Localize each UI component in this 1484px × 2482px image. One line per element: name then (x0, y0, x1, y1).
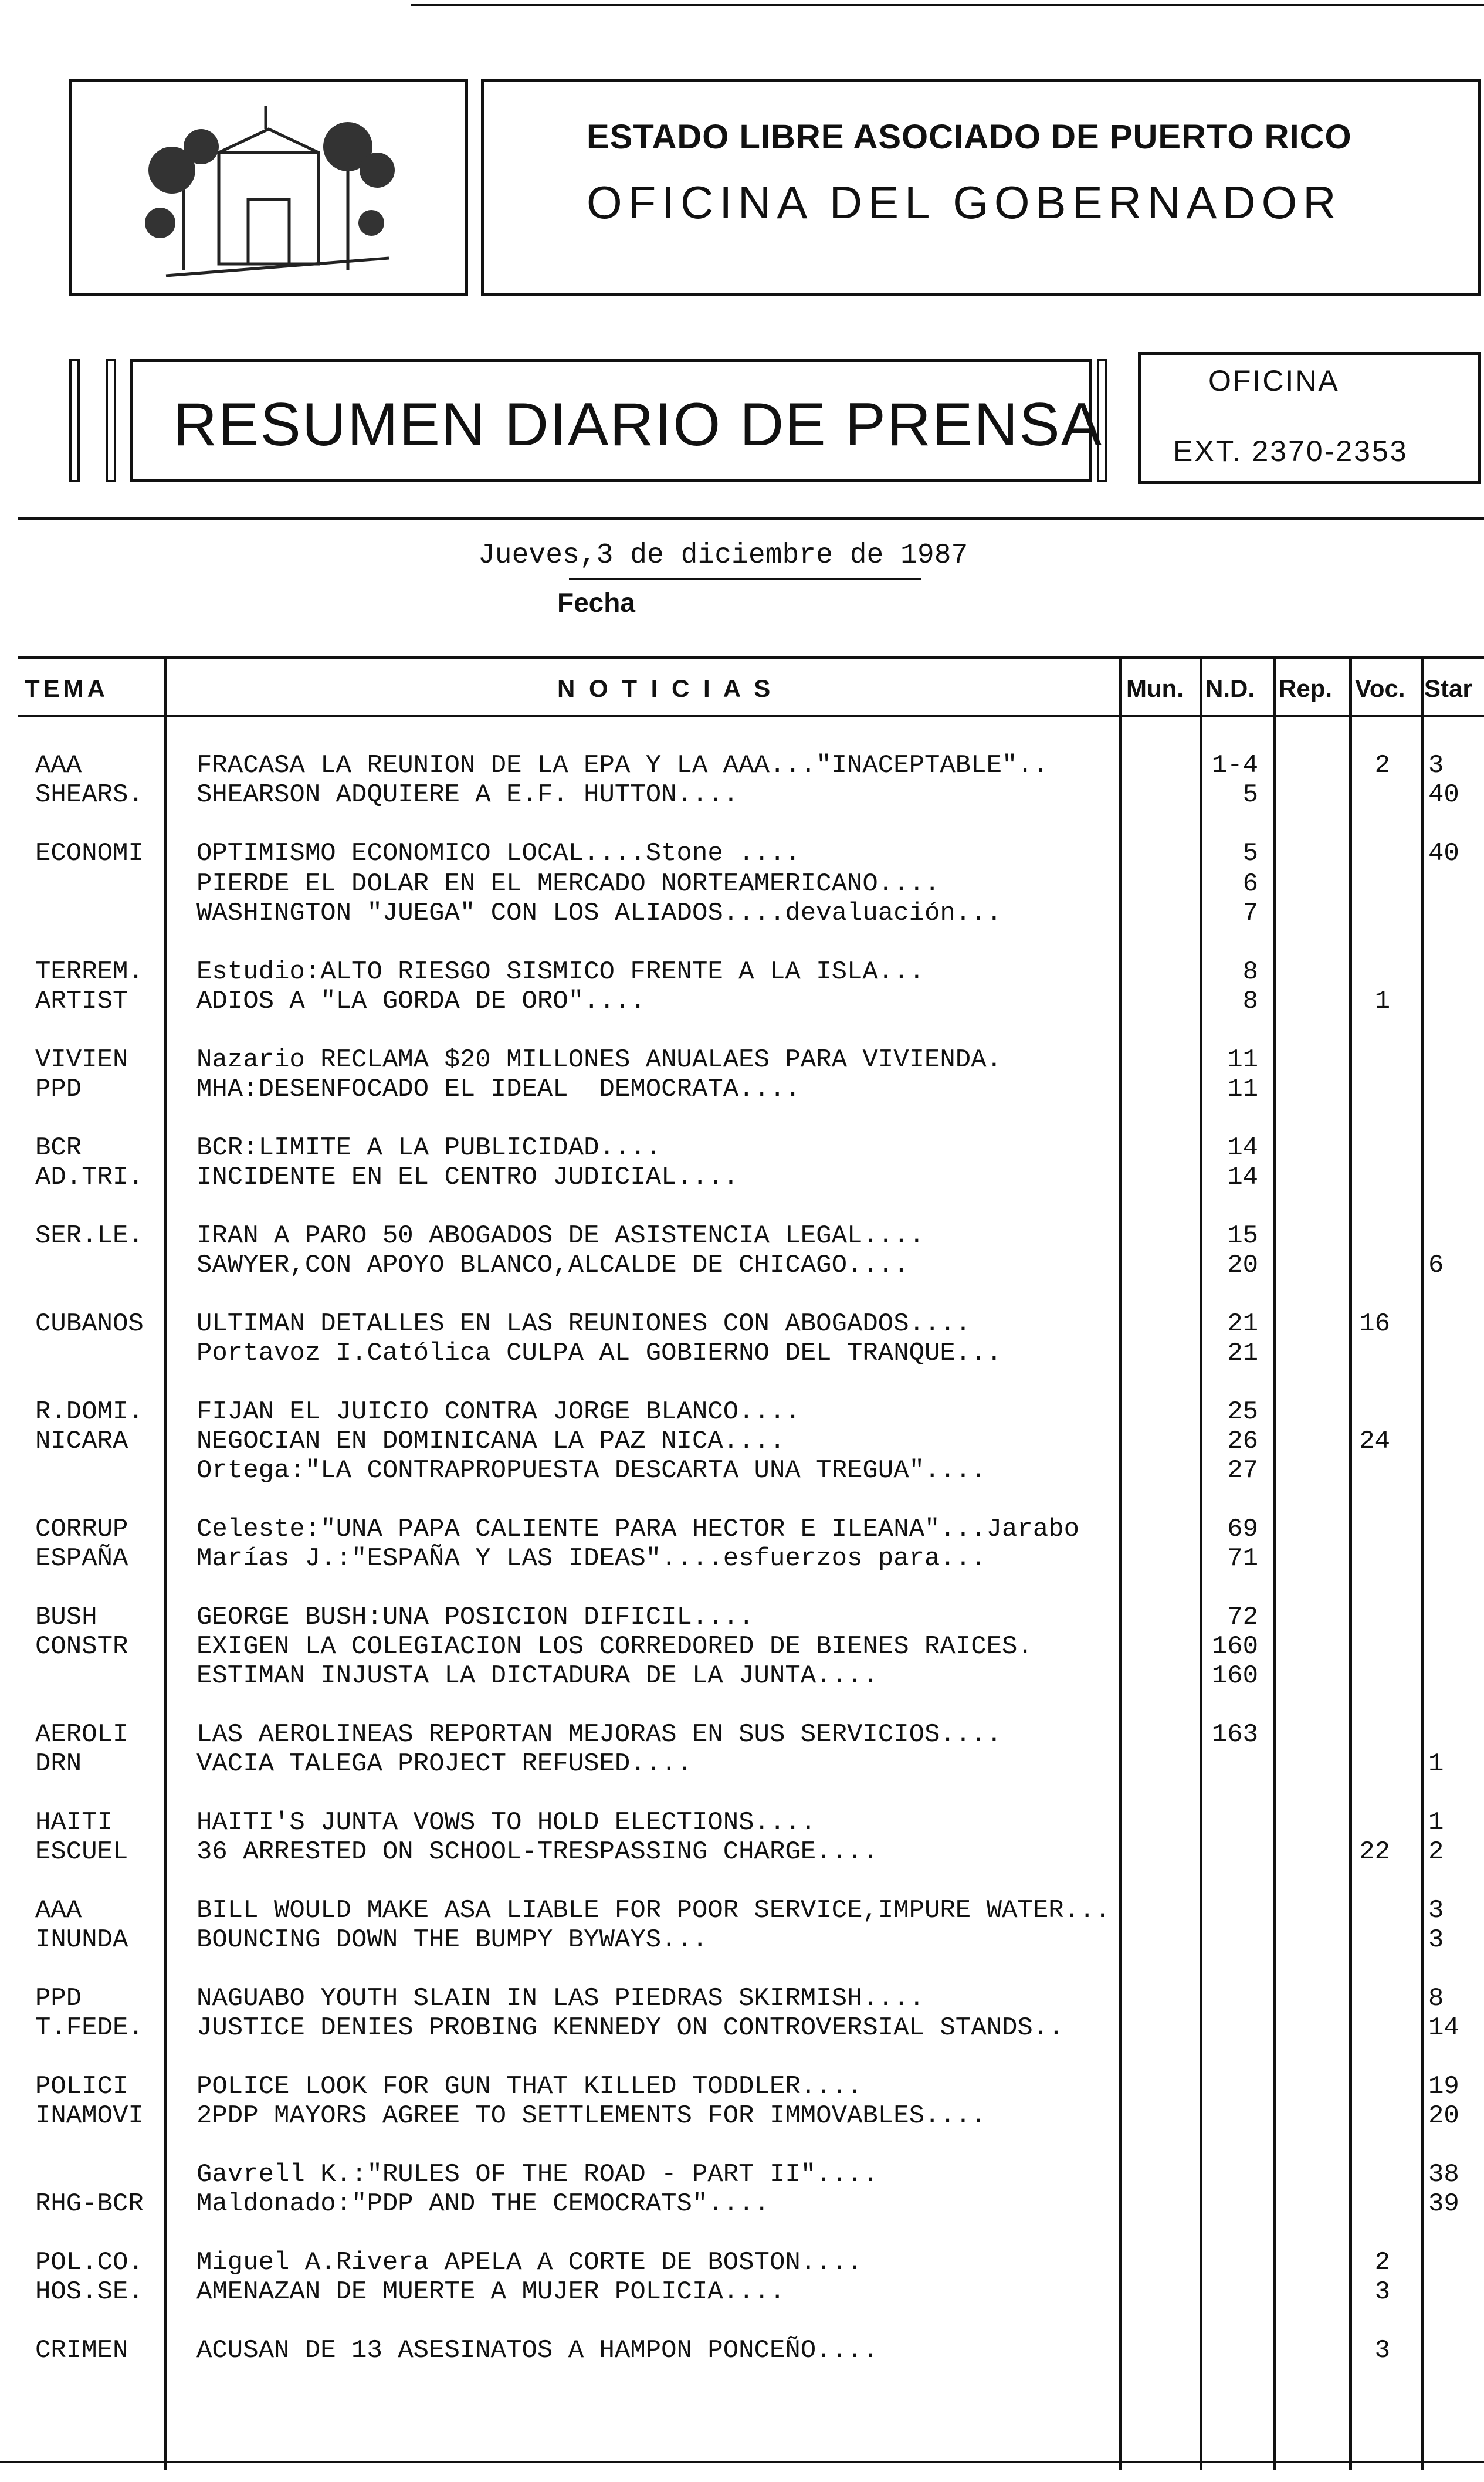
row-headline: JUSTICE DENIES PROBING KENNEDY ON CONTROVERSIAL STANDS.. (196, 2013, 1064, 2043)
row-star-page: 8 (1428, 1984, 1444, 2013)
row-topic: PPD (35, 1984, 82, 2013)
row-voc-page: 16 (1359, 1309, 1390, 1339)
row-nd-page: 5 (1242, 839, 1258, 868)
row-headline: ADIOS A "LA GORDA DE ORO".... (196, 987, 646, 1016)
row-topic: CONSTR (35, 1632, 128, 1661)
row-topic: AAA (35, 751, 82, 780)
row-nd-page: 7 (1242, 899, 1258, 928)
row-nd-page: 14 (1227, 1133, 1258, 1163)
row-topic: AD.TRI. (35, 1163, 144, 1192)
row-headline: 36 ARRESTED ON SCHOOL-TRESPASSING CHARGE.... (196, 1837, 878, 1867)
row-headline: GEORGE BUSH:UNA POSICION DIFICIL.... (196, 1603, 754, 1632)
logo-box (69, 79, 468, 296)
row-headline: LAS AEROLINEAS REPORTAN MEJORAS EN SUS SERVICIOS.... (196, 1720, 1002, 1749)
row-nd-page: 26 (1227, 1427, 1258, 1456)
row-topic: SHEARS. (35, 780, 144, 810)
row-headline: Ortega:"LA CONTRAPROPUESTA DESCARTA UNA TREGUA".... (196, 1456, 987, 1485)
row-topic: BUSH (35, 1603, 97, 1632)
row-headline: Nazario RECLAMA $20 MILLONES ANUALAES PARA VIVIENDA. (196, 1045, 1002, 1075)
row-star-page: 39 (1428, 2189, 1459, 2219)
row-voc-page: 3 (1374, 2336, 1390, 2365)
row-star-page: 1 (1428, 1808, 1444, 1837)
col-divider-tema (164, 657, 167, 2470)
row-headline: FIJAN EL JUICIO CONTRA JORGE BLANCO.... (196, 1397, 801, 1427)
date-label: Fecha (557, 587, 635, 618)
row-nd-page: 27 (1227, 1456, 1258, 1485)
row-topic: RHG-BCR (35, 2189, 144, 2219)
office-name: OFICINA DEL GOBERNADOR (587, 177, 1342, 228)
row-headline: Portavoz I.Católica CULPA AL GOBIERNO DEL TRANQUE... (196, 1339, 1002, 1368)
date-underline (569, 578, 921, 580)
header-nd: N.D. (1205, 675, 1255, 702)
row-headline: BOUNCING DOWN THE BUMPY BYWAYS... (196, 1925, 708, 1955)
row-nd-page: 25 (1227, 1397, 1258, 1427)
row-voc-page: 1 (1374, 987, 1390, 1016)
row-headline: ULTIMAN DETALLES EN LAS REUNIONES CON ABOGADOS.... (196, 1309, 971, 1339)
row-nd-page: 160 (1211, 1632, 1258, 1661)
row-voc-page: 3 (1374, 2277, 1390, 2307)
col-divider-star (1421, 657, 1424, 2470)
row-headline: BCR:LIMITE A LA PUBLICIDAD.... (196, 1133, 662, 1163)
banner-bar-left-1 (69, 359, 80, 482)
row-star-page: 40 (1428, 780, 1459, 810)
row-nd-page: 11 (1227, 1045, 1258, 1075)
row-topic: HOS.SE. (35, 2277, 144, 2307)
header-star: Star (1424, 675, 1472, 702)
header-tema: TEMA (25, 675, 109, 702)
header-mun: Mun. (1126, 675, 1184, 702)
row-headline: SHEARSON ADQUIERE A E.F. HUTTON.... (196, 780, 739, 810)
row-nd-page: 21 (1227, 1309, 1258, 1339)
row-topic: POL.CO. (35, 2248, 144, 2277)
row-star-page: 19 (1428, 2072, 1459, 2101)
row-topic: INAMOVI (35, 2101, 144, 2131)
row-topic: T.FEDE. (35, 2013, 144, 2043)
row-star-page: 38 (1428, 2160, 1459, 2189)
oficina-label: OFICINA (1208, 364, 1340, 397)
row-star-page: 1 (1428, 1749, 1444, 1779)
row-topic: AEROLI (35, 1720, 128, 1749)
row-headline: POLICE LOOK FOR GUN THAT KILLED TODDLER.... (196, 2072, 863, 2101)
row-nd-page: 160 (1211, 1661, 1258, 1691)
bottom-rule (0, 2461, 1484, 2463)
header-voc: Voc. (1355, 675, 1405, 702)
row-topic: BCR (35, 1133, 82, 1163)
row-star-page: 20 (1428, 2101, 1459, 2131)
extension-number: EXT. 2370-2353 (1173, 435, 1408, 468)
row-headline: Miguel A.Rivera APELA A CORTE DE BOSTON.... (196, 2248, 863, 2277)
row-headline: SAWYER,CON APOYO BLANCO,ALCALDE DE CHICAGO.... (196, 1251, 909, 1280)
row-topic: R.DOMI. (35, 1397, 144, 1427)
row-topic: ARTIST (35, 987, 128, 1016)
row-voc-page: 24 (1359, 1427, 1390, 1456)
row-topic: TERREM. (35, 957, 144, 987)
row-topic: PPD (35, 1075, 82, 1104)
row-nd-page: 8 (1242, 957, 1258, 987)
row-star-page: 40 (1428, 839, 1459, 868)
row-nd-page: 6 (1242, 869, 1258, 899)
row-nd-page: 5 (1242, 780, 1258, 810)
row-nd-page: 72 (1227, 1603, 1258, 1632)
row-topic: ESCUEL (35, 1837, 128, 1867)
row-nd-page: 15 (1227, 1221, 1258, 1251)
row-headline: HAITI'S JUNTA VOWS TO HOLD ELECTIONS.... (196, 1808, 816, 1837)
row-headline: AMENAZAN DE MUERTE A MUJER POLICIA.... (196, 2277, 785, 2307)
row-topic: ECONOMI (35, 839, 144, 868)
row-nd-page: 14 (1227, 1163, 1258, 1192)
agency-name: ESTADO LIBRE ASOCIADO DE PUERTO RICO (587, 118, 1352, 156)
row-nd-page: 20 (1227, 1251, 1258, 1280)
table-header-rule (18, 715, 1484, 717)
row-star-page: 6 (1428, 1251, 1444, 1280)
row-nd-page: 69 (1227, 1515, 1258, 1544)
row-star-page: 3 (1428, 1896, 1444, 1925)
row-topic: HAITI (35, 1808, 113, 1837)
row-star-page: 2 (1428, 1837, 1444, 1867)
row-headline: Gavrell K.:"RULES OF THE ROAD - PART II".... (196, 2160, 878, 2189)
row-nd-page: 21 (1227, 1339, 1258, 1368)
header-noticias: N O T I C I A S (557, 675, 774, 702)
row-headline: MHA:DESENFOCADO EL IDEAL DEMOCRATA.... (196, 1075, 801, 1104)
row-headline: PIERDE EL DOLAR EN EL MERCADO NORTEAMERICANO.... (196, 869, 940, 899)
row-topic: INUNDA (35, 1925, 128, 1955)
row-topic: NICARA (35, 1427, 128, 1456)
row-topic: CUBANOS (35, 1309, 144, 1339)
row-nd-page: 1-4 (1211, 751, 1258, 780)
row-topic: DRN (35, 1749, 82, 1779)
row-headline: 2PDP MAYORS AGREE TO SETTLEMENTS FOR IMMOVABLES.... (196, 2101, 987, 2131)
row-headline: Marías J.:"ESPAÑA Y LAS IDEAS"....esfuerzos para... (196, 1544, 987, 1573)
row-topic: AAA (35, 1896, 82, 1925)
row-headline: OPTIMISMO ECONOMICO LOCAL....Stone .... (196, 839, 801, 868)
row-headline: EXIGEN LA COLEGIACION LOS CORREDORED DE BIENES RAICES. (196, 1632, 1033, 1661)
banner-bar-left-2 (106, 359, 116, 482)
row-star-page: 14 (1428, 2013, 1459, 2043)
banner-bar-right (1097, 359, 1107, 482)
fortaleza-logo (72, 82, 465, 293)
row-nd-page: 11 (1227, 1075, 1258, 1104)
row-voc-page: 2 (1374, 751, 1390, 780)
row-topic: ESPAÑA (35, 1544, 128, 1573)
row-headline: ESTIMAN INJUSTA LA DICTADURA DE LA JUNTA.... (196, 1661, 878, 1691)
header-rule (18, 517, 1484, 520)
col-divider-rep (1273, 657, 1276, 2470)
banner-title: RESUMEN DIARIO DE PRENSA (173, 391, 1103, 459)
row-headline: INCIDENTE EN EL CENTRO JUDICIAL.... (196, 1163, 739, 1192)
row-topic: CRIMEN (35, 2336, 128, 2365)
table-top-rule (18, 656, 1484, 659)
row-headline: ACUSAN DE 13 ASESINATOS A HAMPON PONCEÑO.... (196, 2336, 878, 2365)
row-headline: Estudio:ALTO RIESGO SISMICO FRENTE A LA ISLA... (196, 957, 925, 987)
row-voc-page: 22 (1359, 1837, 1390, 1867)
date-value: Jueves,3 de diciembre de 1987 (478, 540, 968, 571)
row-star-page: 3 (1428, 751, 1444, 780)
row-headline: Celeste:"UNA PAPA CALIENTE PARA HECTOR E ILEANA"...Jarabo (196, 1515, 1080, 1544)
col-divider-voc (1349, 657, 1352, 2470)
col-divider-mun (1119, 657, 1122, 2470)
row-voc-page: 2 (1374, 2248, 1390, 2277)
row-topic: VIVIEN (35, 1045, 128, 1075)
row-topic: CORRUP (35, 1515, 128, 1544)
row-headline: NEGOCIAN EN DOMINICANA LA PAZ NICA.... (196, 1427, 785, 1456)
row-headline: VACIA TALEGA PROJECT REFUSED.... (196, 1749, 692, 1779)
row-topic: POLICI (35, 2072, 128, 2101)
row-headline: BILL WOULD MAKE ASA LIABLE FOR POOR SERVICE,IMPURE WATER... (196, 1896, 1110, 1925)
row-nd-page: 8 (1242, 987, 1258, 1016)
row-nd-page: 71 (1227, 1544, 1258, 1573)
row-headline: WASHINGTON "JUEGA" CON LOS ALIADOS....devaluación... (196, 899, 1002, 928)
row-headline: FRACASA LA REUNION DE LA EPA Y LA AAA..."INACEPTABLE".. (196, 751, 1049, 780)
row-headline: Maldonado:"PDP AND THE CEMOCRATS".... (196, 2189, 770, 2219)
row-headline: NAGUABO YOUTH SLAIN IN LAS PIEDRAS SKIRMISH.... (196, 1984, 925, 2013)
row-topic: SER.LE. (35, 1221, 144, 1251)
top-rule (411, 4, 1484, 6)
header-rep: Rep. (1279, 675, 1333, 702)
row-nd-page: 163 (1211, 1720, 1258, 1749)
row-star-page: 3 (1428, 1925, 1444, 1955)
row-headline: IRAN A PARO 50 ABOGADOS DE ASISTENCIA LEGAL.... (196, 1221, 925, 1251)
